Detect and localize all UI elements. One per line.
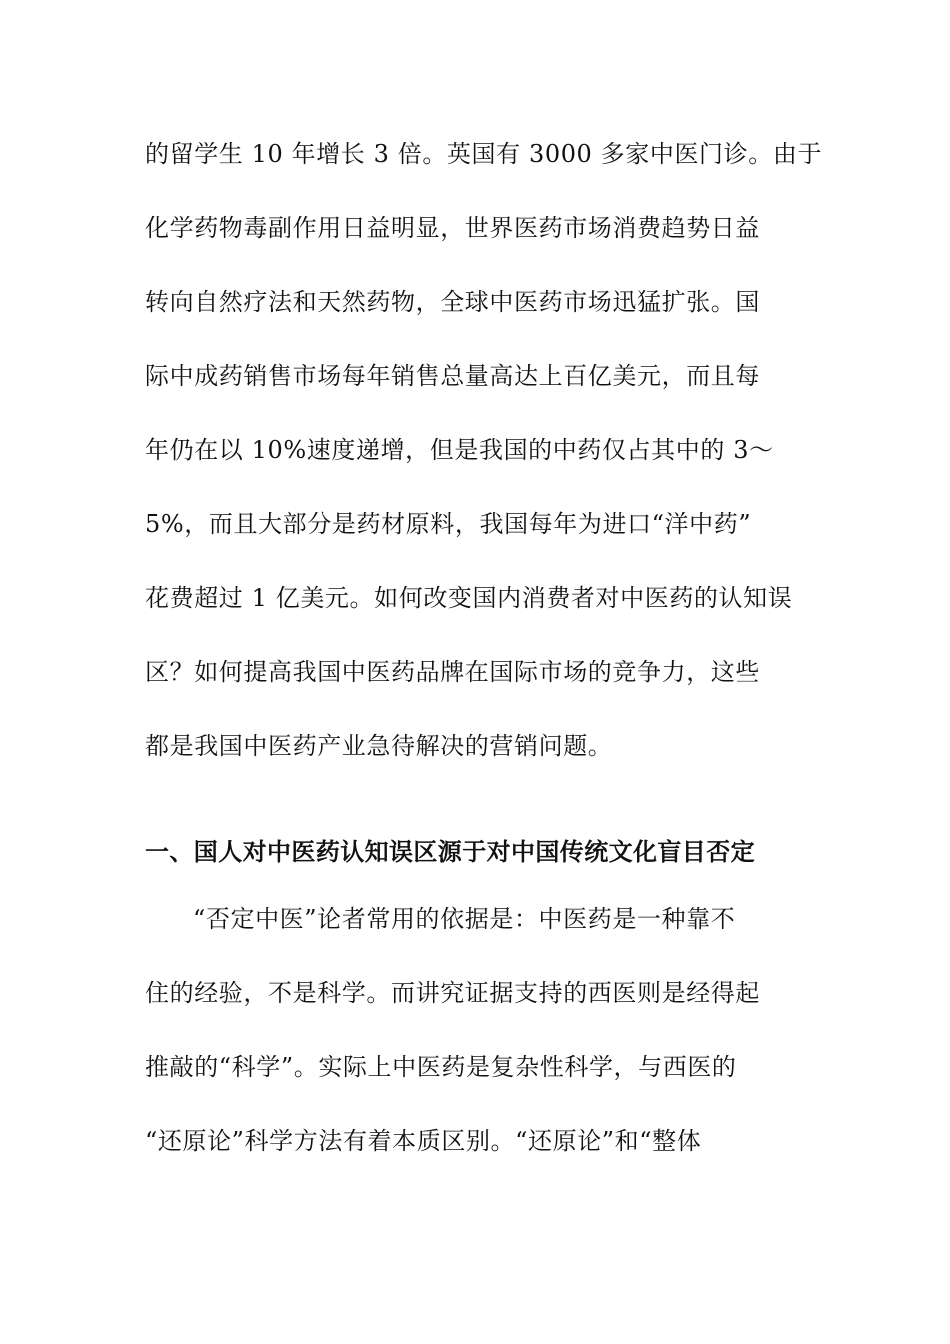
paragraph-line: 际中成药销售市场每年销售总量高达上百亿美元，而且每: [145, 362, 760, 390]
paragraph-line: 都是我国中医药产业急待解决的营销问题。: [145, 732, 613, 760]
paragraph-line: 化学药物毒副作用日益明显，世界医药市场消费趋势日益: [145, 214, 760, 242]
paragraph-line: 的留学生 10 年增长 3 倍。英国有 3000 多家中医门诊。由于: [145, 140, 823, 168]
paragraph-line: 花费超过 1 亿美元。如何改变国内消费者对中医药的认知误: [145, 584, 793, 612]
paragraph-line: 住的经验，不是科学。而讲究证据支持的西医则是经得起: [145, 979, 760, 1007]
section-heading: 一、国人对中医药认知误区源于对中国传统文化盲目否定: [145, 837, 755, 866]
paragraph-line: 推敲的“科学”。实际上中医药是复杂性科学，与西医的: [145, 1053, 737, 1081]
paragraph-line: 转向自然疗法和天然药物，全球中医药市场迅猛扩张。国: [145, 288, 760, 316]
paragraph-line: “否定中医”论者常用的依据是：中医药是一种靠不: [193, 905, 736, 933]
paragraph-line: 年仍在以 10%速度递增，但是我国的中药仅占其中的 3～: [145, 436, 774, 464]
paragraph-line: 5%，而且大部分是药材原料，我国每年为进口“洋中药”: [145, 510, 752, 538]
paragraph-line: “还原论”科学方法有着本质区别。“还原论”和“整体: [145, 1127, 702, 1155]
paragraph-line: 区？如何提高我国中医药品牌在国际市场的竞争力，这些: [145, 658, 760, 686]
